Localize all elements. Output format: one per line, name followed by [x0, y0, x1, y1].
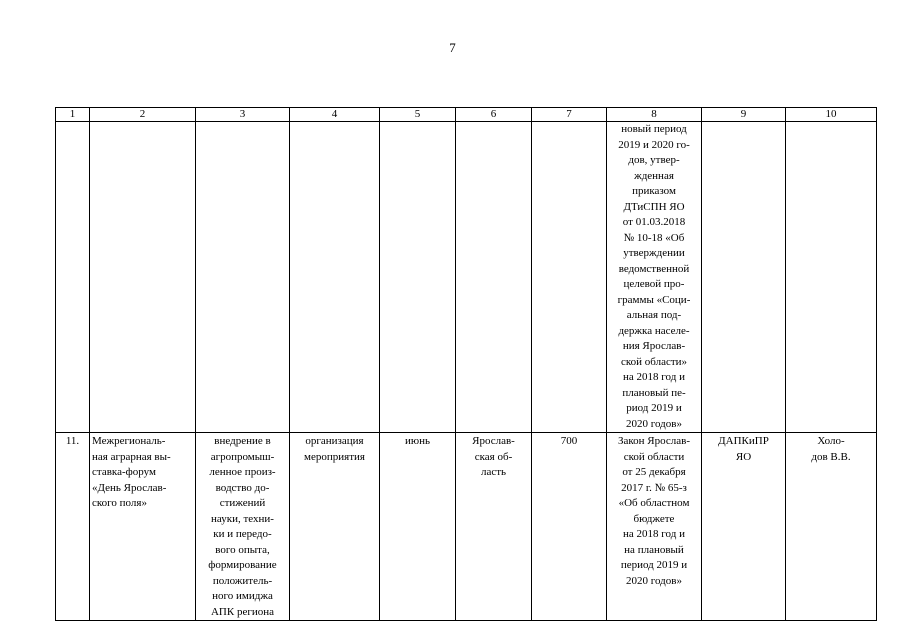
column-header: 10 [786, 108, 877, 122]
table-cell [456, 122, 532, 433]
goal-cell: внедрение в агропромыш- ленное произ- водство до- стижений науки, техни- ки и передо- вого опыта, формирование положитель- ного имиджа АПК региона [196, 433, 290, 621]
column-header: 8 [607, 108, 702, 122]
table-cell [90, 122, 196, 433]
location-cell: Ярослав- ская об- ласть [456, 433, 532, 621]
column-header: 3 [196, 108, 290, 122]
amount-cell: 700 [532, 433, 607, 621]
table-row-11 [56, 433, 877, 621]
column-header: 9 [702, 108, 786, 122]
table-cell [380, 122, 456, 433]
events-table [55, 107, 877, 621]
column-header: 4 [290, 108, 380, 122]
column-header: 1 [56, 108, 90, 122]
table-cell [290, 122, 380, 433]
table-cell [702, 122, 786, 433]
legal-basis-text: новый период 2019 и 2020 го- дов, утвер- жденная приказом ДТиСПН ЯО от 01.03.2018 № 10-18 «Об утверждении ведомственной целевой про- граммы «Соци- альная под- держка населе- ния Ярослав- ской области» на 2018 год и плановый пе- риод 2019 и 2020 годов» [617, 123, 691, 430]
header-row [56, 108, 877, 122]
responsible-org-cell: ДАПКиПР ЯО [702, 433, 786, 621]
activity-cell: организация мероприятия [290, 433, 380, 621]
table-cell [532, 122, 607, 433]
table-cell [786, 122, 877, 433]
table-row-continued [56, 122, 877, 433]
legal-basis-cell: Закон Ярослав- ской области от 25 декабря 2017 г. № 65-з «Об областном бюджете на 2018 год и на плановый период 2019 и 2020 годов» [607, 433, 702, 621]
row-number-cell: 11. [56, 433, 90, 621]
column-header: 5 [380, 108, 456, 122]
page-number: 7 [449, 40, 456, 55]
table-cell [196, 122, 290, 433]
column-header: 7 [532, 108, 607, 122]
table-cell [607, 122, 702, 433]
column-header: 2 [90, 108, 196, 122]
event-name-cell: Межрегиональ- ная аграрная вы- ставка-форум «День Ярослав- ского поля» [90, 433, 196, 621]
column-header: 6 [456, 108, 532, 122]
responsible-person-cell: Холо- дов В.В. [786, 433, 877, 621]
date-cell: июнь [380, 433, 456, 621]
table-cell [56, 122, 90, 433]
